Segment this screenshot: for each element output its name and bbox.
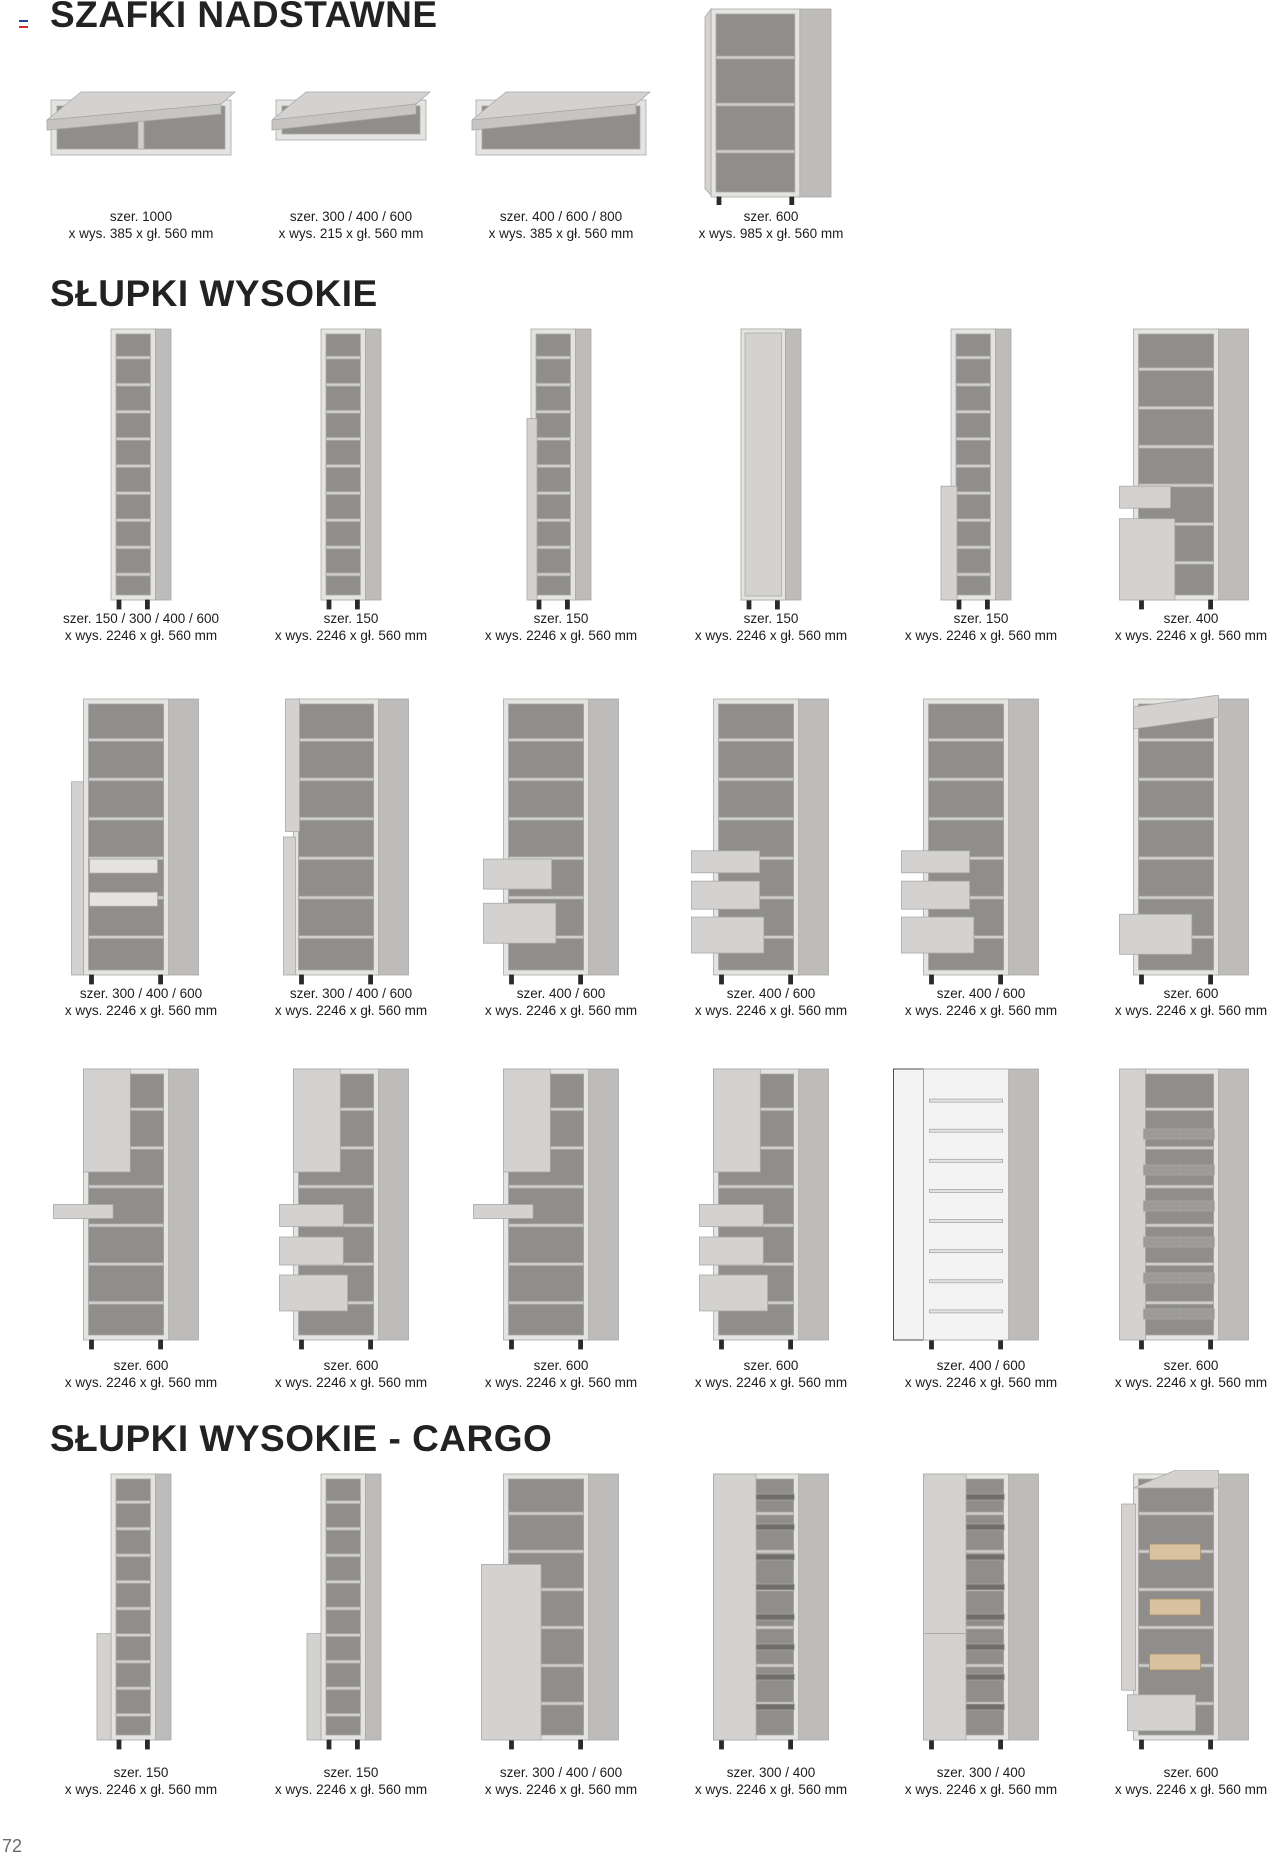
cabinet-caption — [36, 985, 246, 1019]
cabinet-illustration — [246, 695, 456, 985]
cabinet-illustration — [456, 325, 666, 610]
caption-width: szer. 150 — [743, 611, 799, 626]
cabinet-illustration — [666, 5, 876, 205]
cabinet-caption — [666, 208, 876, 242]
cabinet-illustration — [666, 1470, 876, 1750]
cabinet-caption — [876, 1764, 1086, 1798]
cabinet-caption — [246, 208, 456, 242]
cabinet-card — [666, 325, 876, 650]
cabinet-caption — [36, 208, 246, 242]
cabinet-illustration — [456, 5, 666, 205]
cabinet-illustration — [666, 695, 876, 985]
cabinet-card — [876, 1065, 1086, 1397]
caption-width: szer. 600 — [1163, 1765, 1219, 1780]
cabinet-card — [666, 695, 876, 1025]
cabinet-caption — [666, 1764, 876, 1798]
cabinet-card — [456, 1470, 666, 1804]
cabinet-caption — [876, 1357, 1086, 1391]
cabinet-caption — [456, 985, 666, 1019]
cabinet-caption — [876, 610, 1086, 644]
caption-dimensions: x wys. 2246 x gł. 560 mm — [484, 628, 638, 643]
caption-width: szer. 400 — [1163, 611, 1219, 626]
cabinet-caption — [246, 610, 456, 644]
caption-dimensions: x wys. 2246 x gł. 560 mm — [64, 1782, 218, 1797]
cabinet-illustration — [36, 5, 246, 205]
cabinet-caption — [456, 610, 666, 644]
cabinet-caption — [456, 1357, 666, 1391]
cabinet-caption — [246, 985, 456, 1019]
cabinet-illustration — [1086, 1065, 1280, 1350]
caption-width: szer. 600 — [743, 1358, 799, 1373]
cabinet-card — [1086, 325, 1280, 650]
cabinet-card — [876, 695, 1086, 1025]
caption-dimensions: x wys. 2246 x gł. 560 mm — [64, 1375, 218, 1390]
caption-dimensions: x wys. 2246 x gł. 560 mm — [694, 1782, 848, 1797]
cabinet-card — [246, 325, 456, 650]
caption-width: szer. 150 / 300 / 400 / 600 — [62, 611, 220, 626]
caption-dimensions: x wys. 2246 x gł. 560 mm — [274, 1375, 428, 1390]
cabinet-card — [456, 325, 666, 650]
cabinet-illustration — [876, 1065, 1086, 1350]
caption-dimensions: x wys. 2246 x gł. 560 mm — [1114, 628, 1268, 643]
cabinet-illustration — [876, 695, 1086, 985]
caption-dimensions: x wys. 2246 x gł. 560 mm — [274, 1003, 428, 1018]
cabinet-caption — [36, 1764, 246, 1798]
cabinet-caption — [246, 1357, 456, 1391]
caption-width: szer. 300 / 400 — [726, 1765, 816, 1780]
cabinet-caption — [36, 610, 246, 644]
cabinet-caption — [1086, 610, 1280, 644]
caption-dimensions: x wys. 2246 x gł. 560 mm — [64, 628, 218, 643]
caption-width: szer. 1000 — [109, 209, 173, 224]
cabinet-card — [1086, 1065, 1280, 1397]
cabinet-card — [1086, 1470, 1280, 1804]
cabinet-illustration — [1086, 325, 1280, 610]
cabinet-illustration — [456, 695, 666, 985]
caption-width: szer. 150 — [533, 611, 589, 626]
cabinet-caption — [1086, 1764, 1280, 1798]
cabinet-card — [456, 5, 666, 248]
cabinet-illustration — [876, 325, 1086, 610]
caption-width: szer. 400 / 600 / 800 — [499, 209, 623, 224]
cabinet-illustration — [36, 325, 246, 610]
caption-dimensions: x wys. 2246 x gł. 560 mm — [694, 1375, 848, 1390]
caption-dimensions: x wys. 2246 x gł. 560 mm — [694, 1003, 848, 1018]
cabinet-caption — [36, 1357, 246, 1391]
cabinet-caption — [666, 1357, 876, 1391]
cabinet-card — [246, 695, 456, 1025]
cabinet-caption — [456, 1764, 666, 1798]
cabinet-illustration — [246, 5, 456, 205]
caption-width: szer. 600 — [533, 1358, 589, 1373]
caption-width: szer. 300 / 400 / 600 — [289, 986, 413, 1001]
flag-icon — [19, 20, 28, 27]
cabinet-caption — [246, 1764, 456, 1798]
cabinet-illustration — [666, 1065, 876, 1350]
caption-width: szer. 400 / 600 — [516, 986, 606, 1001]
cabinet-card — [36, 325, 246, 650]
caption-dimensions: x wys. 215 x gł. 560 mm — [278, 226, 424, 241]
caption-dimensions: x wys. 2246 x gł. 560 mm — [904, 1375, 1058, 1390]
cabinet-illustration — [1086, 695, 1280, 985]
cabinet-card — [36, 1470, 246, 1804]
cabinet-caption — [876, 985, 1086, 1019]
caption-dimensions: x wys. 2246 x gł. 560 mm — [1114, 1375, 1268, 1390]
cabinet-card — [666, 5, 876, 248]
cabinet-illustration — [666, 325, 876, 610]
caption-width: szer. 600 — [743, 209, 799, 224]
caption-dimensions: x wys. 2246 x gł. 560 mm — [484, 1003, 638, 1018]
cabinet-caption — [1086, 985, 1280, 1019]
caption-dimensions: x wys. 2246 x gł. 560 mm — [274, 1782, 428, 1797]
cabinet-card — [456, 695, 666, 1025]
cabinet-illustration — [456, 1470, 666, 1750]
cabinet-caption — [456, 208, 666, 242]
cabinet-illustration — [36, 1470, 246, 1750]
caption-dimensions: x wys. 2246 x gł. 560 mm — [904, 1782, 1058, 1797]
caption-dimensions: x wys. 2246 x gł. 560 mm — [694, 628, 848, 643]
section-title-slupki-wysokie: SŁUPKI WYSOKIE — [50, 273, 378, 314]
caption-dimensions: x wys. 2246 x gł. 560 mm — [484, 1375, 638, 1390]
cabinet-illustration — [876, 1470, 1086, 1750]
cabinet-card — [666, 1470, 876, 1804]
cabinet-caption — [1086, 1357, 1280, 1391]
caption-width: szer. 150 — [113, 1765, 169, 1780]
caption-width: szer. 400 / 600 — [726, 986, 816, 1001]
cabinet-illustration — [36, 695, 246, 985]
cabinet-card — [246, 1065, 456, 1397]
cabinet-illustration — [1086, 1470, 1280, 1750]
cabinet-illustration — [246, 1470, 456, 1750]
caption-dimensions: x wys. 385 x gł. 560 mm — [68, 226, 214, 241]
cabinet-card — [456, 1065, 666, 1397]
cabinet-card — [246, 1470, 456, 1804]
caption-dimensions: x wys. 2246 x gł. 560 mm — [484, 1782, 638, 1797]
section-title-szafki-nadstawne: SZAFKI NADSTAWNE — [50, 0, 438, 35]
caption-dimensions: x wys. 985 x gł. 560 mm — [698, 226, 844, 241]
section-title-slupki-wysokie-cargo: SŁUPKI WYSOKIE - CARGO — [50, 1418, 553, 1459]
cabinet-illustration — [246, 325, 456, 610]
caption-width: szer. 400 / 600 — [936, 1358, 1026, 1373]
cabinet-illustration — [36, 1065, 246, 1350]
caption-width: szer. 300 / 400 / 600 — [289, 209, 413, 224]
caption-width: szer. 400 / 600 — [936, 986, 1026, 1001]
cabinet-caption — [666, 985, 876, 1019]
caption-width: szer. 150 — [323, 611, 379, 626]
caption-width: szer. 300 / 400 — [936, 1765, 1026, 1780]
caption-dimensions: x wys. 2246 x gł. 560 mm — [904, 1003, 1058, 1018]
cabinet-card — [36, 5, 246, 248]
caption-width: szer. 600 — [113, 1358, 169, 1373]
cabinet-card — [36, 695, 246, 1025]
caption-width: szer. 600 — [1163, 1358, 1219, 1373]
cabinet-illustration — [246, 1065, 456, 1350]
cabinet-card — [36, 1065, 246, 1397]
cabinet-card — [876, 1470, 1086, 1804]
cabinet-illustration — [456, 1065, 666, 1350]
cabinet-card — [666, 1065, 876, 1397]
caption-dimensions: x wys. 2246 x gł. 560 mm — [904, 628, 1058, 643]
caption-dimensions: x wys. 2246 x gł. 560 mm — [1114, 1782, 1268, 1797]
cabinet-card — [876, 325, 1086, 650]
caption-width: szer. 150 — [323, 1765, 379, 1780]
cabinet-card — [1086, 695, 1280, 1025]
caption-dimensions: x wys. 2246 x gł. 560 mm — [274, 628, 428, 643]
caption-dimensions: x wys. 2246 x gł. 560 mm — [64, 1003, 218, 1018]
caption-width: szer. 300 / 400 / 600 — [499, 1765, 623, 1780]
cabinet-card — [246, 5, 456, 248]
caption-width: szer. 300 / 400 / 600 — [79, 986, 203, 1001]
caption-dimensions: x wys. 385 x gł. 560 mm — [488, 226, 634, 241]
cabinet-caption — [666, 610, 876, 644]
caption-width: szer. 150 — [953, 611, 1009, 626]
caption-width: szer. 600 — [323, 1358, 379, 1373]
caption-width: szer. 600 — [1163, 986, 1219, 1001]
page-number: 72 — [2, 1836, 23, 1856]
caption-dimensions: x wys. 2246 x gł. 560 mm — [1114, 1003, 1268, 1018]
